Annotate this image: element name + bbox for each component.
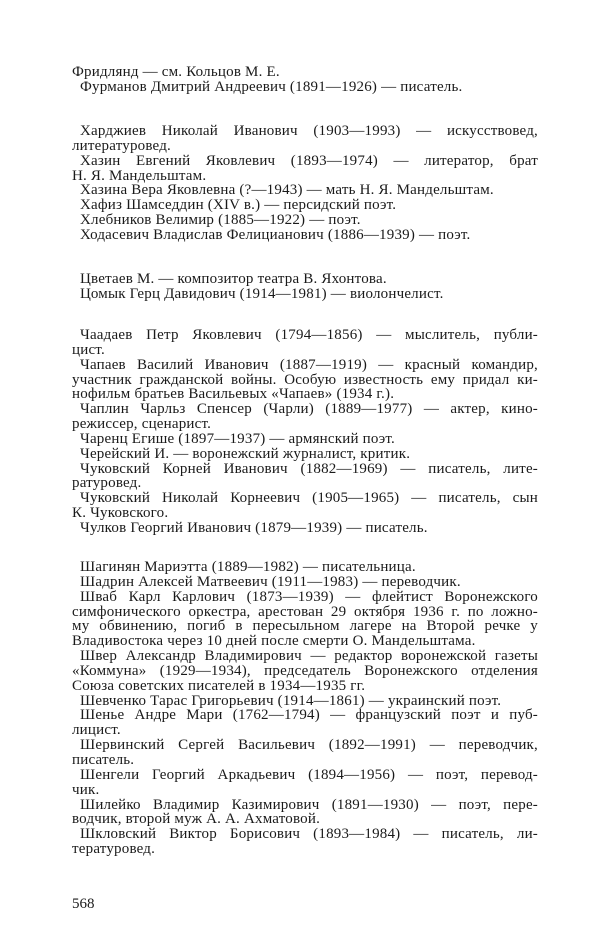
index-entry [72,228,538,243]
entry-line: Союза советских писателей в 1934—1935 гг. [72,677,366,694]
index-entry [72,462,538,492]
entry-line: Чаплин Чарльз Спенсер (Чарли) (1889—1977) — актер, кино- [80,401,538,418]
entry-line: Шагинян Мариэтта (1889—1982) — писательница. [80,559,416,575]
entry-line: чик. [72,781,100,798]
entry-line: му обвинению, погиб в пересыльном лагере на Второй речке у [72,618,538,635]
entry-line: режиссер, сценарист. [72,416,212,433]
index-entry [72,491,538,521]
entry-line: Чулков Георгий Иванович (1879—1939) — писатель. [80,519,428,536]
index-entry [72,124,538,154]
index-entry [72,183,538,198]
entry-line: Чаадаев Петр Яковлевич (1794—1856) — мыслитель, публи- [80,327,538,343]
entry-line: Шадрин Алексей Матвеевич (1911—1983) — переводчик. [80,573,461,590]
entry-line: Хазин Евгений Яковлевич (1893—1974) — литератор, брат [80,152,538,169]
entry-line: Черейский И. — воронежский журналист, критик. [80,445,411,462]
index-entry [72,768,538,798]
entry-line: литературовед. [72,137,171,154]
entry-line: Владивостока через 10 дней после смерти О. Мандельштама. [72,633,476,650]
index-entry [72,575,538,590]
index-entry [72,694,538,709]
index-entry [72,328,538,358]
entry-line: Шваб Карл Карлович (1873—1939) — флейтист Воронежского [80,588,538,605]
entry-line: лицист. [72,722,121,739]
entry-line: К. Чуковского. [72,505,169,522]
index-entry [72,521,538,536]
entry-line: Шилейко Владимир Казимирович (1891—1930) — поэт, пере- [80,796,538,813]
index-entry [72,649,538,694]
entry-line: Цомык Герц Давидович (1914—1981) — виолончелист. [80,285,444,302]
entry-line: Шенье Андре Мари (1762—1794) — французский поэт и пуб- [80,707,538,724]
entry-line: Чапаев Василий Иванович (1887—1919) — красный командир, [80,356,538,373]
index-entry [72,213,538,228]
entry-line: Шевченко Тарас Григорьевич (1914—1861) — украинский поэт. [80,692,502,709]
entry-line: Шенгели Георгий Аркадьевич (1894—1956) — поэт, перевод- [80,766,538,783]
index-entry [72,65,538,80]
index-entry [72,358,538,403]
index-entry [72,402,538,432]
index-entry [72,80,538,95]
index-entry [72,447,538,462]
entry-line: Фурманов Дмитрий Андреевич (1891—1926) — писатель. [80,78,463,95]
index-entry [72,154,538,184]
entry-line: Фридлянд — см. Кольцов М. Е. [72,64,280,80]
section-sh [72,560,538,857]
entry-line: участник гражданской войны. Особую известность ему придал ки- [72,371,538,388]
entry-line: Хлебников Велимир (1885—1922) — поэт. [80,212,361,229]
entry-line: Шкловский Виктор Борисович (1893—1984) — писатель, ли- [80,826,538,843]
index-entry [72,798,538,828]
index-entry [72,272,538,287]
entry-line: Чаренц Егише (1897—1937) — армянский поэт. [80,430,395,447]
entry-line: Харджиев Николай Иванович (1903—1993) — искусствовед, [80,123,538,139]
entry-line: Чуковский Корней Иванович (1882—1969) — писатель, лите- [80,460,538,477]
index-entry [72,560,538,575]
entry-line: тературовед. [72,841,156,858]
entry-line: «Коммуна» (1929—1934), председатель Воронежского отделения [72,662,538,679]
index-entry [72,738,538,768]
entry-line: Н. Я. Мандельштам. [72,167,207,184]
index-entry [72,198,538,213]
entry-line: цист. [72,341,105,358]
index-entry [72,287,538,302]
entry-line: Хафиз Шамседдин (XIV в.) — персидский поэт. [80,197,397,214]
entry-line: Шервинский Сергей Васильевич (1892—1991) — переводчик, [80,737,538,754]
section-ch [72,328,538,536]
index-entry [72,708,538,738]
entry-line: нофильм братьев Васильевых «Чапаев» (1934 г.). [72,386,395,403]
entry-line: симфонического оркестра, арестован 29 октября 1936 г. по ложно- [72,603,538,620]
section-f [72,65,538,95]
index-entry [72,590,538,649]
index-entry [72,827,538,857]
section-kh [72,124,538,243]
page-number: 568 [72,896,95,912]
entry-line: водчик, второй муж А. А. Ахматовой. [72,811,321,828]
entry-line: Чуковский Николай Корнеевич (1905—1965) — писатель, сын [80,490,538,507]
entry-line: Ходасевич Владислав Фелицианович (1886—1939) — поэт. [80,226,471,243]
entry-line: писатель. [72,751,135,768]
section-ts [72,272,538,302]
entry-line: Швер Александр Владимирович — редактор воронежской газеты [80,648,538,665]
entry-line: ратуровед. [72,475,142,492]
entry-line: Цветаев М. — композитор театра В. Яхонтова. [80,271,387,287]
index-entry [72,432,538,447]
entry-line: Хазина Вера Яковлевна (?—1943) — мать Н. Я. Мандельштам. [80,182,494,199]
